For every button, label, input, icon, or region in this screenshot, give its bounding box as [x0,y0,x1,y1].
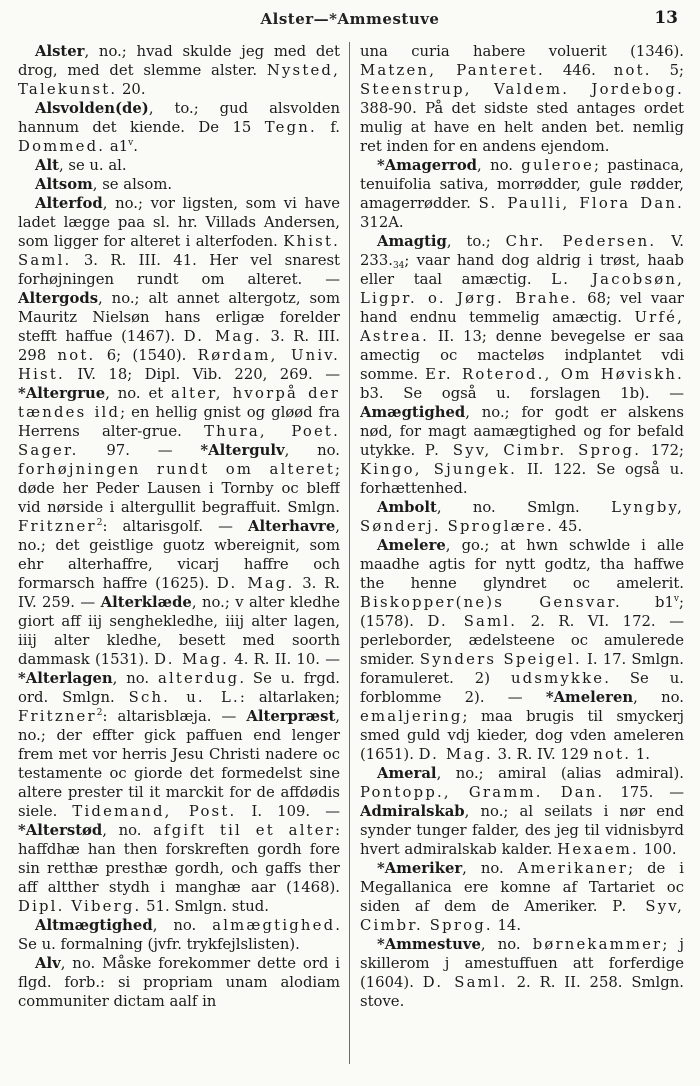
entry-text: Biskopper(ne)s Gensvar. [360,594,622,611]
entry-text: P. Syv, Cimbr. Sprog. [360,898,684,934]
entry-text: guleroe [521,157,594,174]
entry-altmaegtighed [18,916,340,954]
entry-text: , no.; for godt er alskens nød, for magt aamægtighed og for befald utykke. [360,404,684,459]
entry-text: . Se u. frgd. ord. Smlgn. [18,670,340,706]
entry-text: 388-90. På det sidste sted antages ordet mulig at have en helt anden bet. nemlig ret inden for en andens ejendom. [360,100,684,155]
entry-text: Dipl. Viberg. [18,898,142,915]
entry-ameral-group [360,764,684,859]
entry-text: Pontopp., Gramm. Dan. [360,784,605,801]
entry-text: D. Mag. [418,746,493,763]
page-number: 13 [654,8,678,28]
entry-amagtig-group [360,232,684,498]
headword: Alterfod [35,195,103,212]
entry-text: , no. et [105,385,172,402]
entry-alv [18,954,340,1011]
headword: Alterpræst [246,708,336,725]
entry-text: 3. R. III. 41. Her vel snarest forhøjningen rundt om alteret. — [18,252,340,288]
entry-text: 5; [651,62,684,79]
entry-ameriker [360,859,684,935]
entry-amagerrod [360,156,684,232]
entry-text: 2 [96,708,103,719]
entry-text: , no. [112,670,158,687]
entry-text: D. Saml. [422,974,508,991]
entry-text: Rørdam, Univ. Hist. [18,347,340,383]
entry-text: , no. [633,689,684,706]
entry-amelere-group [360,536,684,764]
entry-text: II. 13; denne bevegelse er saa amectig oc macteløs indplantet vdi somme. [360,328,684,383]
headword: Amægtighed [360,404,466,421]
entry-text: Kingo, Sjungek. [360,461,518,478]
entry-text: alterdug [157,670,240,687]
entry-text: , no.; det geistlige guotz wbereignit, som ehr alterhaffre, vicarj haffre och formarsch haffre (1625). [18,518,340,592]
entry-text: D. Saml. [427,613,518,630]
entry-text: v [673,594,679,605]
entry-text: , no. [462,860,518,877]
entry-text: 172; [641,442,684,459]
entry-text: 3. R. III. 298 [18,328,340,364]
entry-text: , no.; alt annet altergotz, som Mauritz Nielsøn hans erligæ forelder stefft haffue (1467). [18,290,340,345]
entry-text: L. Jacobsøn, Ligpr. o. Jørg. Brahe. [360,271,684,307]
entry-text: Sch. u. L. [128,689,240,706]
entry-text: 312A. [360,214,404,231]
entry-text: udsmykke [510,670,605,687]
headword: Alterklæde [100,594,192,611]
entry-text: Steenstrup, Valdem. Jordebog. [360,81,684,98]
entry-text: Matzen, Panteret. [360,62,545,79]
entry-text: . [133,138,138,155]
entry-text: v [128,138,134,149]
headword: Altmægtighed [35,917,153,934]
entry-text: , no. [480,936,533,953]
entry-text: IV. 18; Dipl. Vib. 220, 269. — [64,366,340,383]
entry-alt [18,156,340,175]
headword: Altsom [35,176,93,193]
entry-text: 97. — [78,442,201,459]
entry-text: Hexaem. [557,841,639,858]
entry-text: almægtighed [212,917,336,934]
entry-text: ; maa brugis til smyckerj smed guld vdj kieder, dog vden ameleren (1651). [360,708,684,763]
entry-text: Synders Speigel. [419,651,582,668]
entry-text: 4. R. II. 10. — [229,651,340,668]
headword: *Ameriker [377,860,463,877]
entry-text: 20. [117,81,146,98]
entry-text: , no. Smlgn. [436,499,612,516]
entry-text: not. [57,347,96,364]
entry-text: , no. Måske forekommer dette ord i flgd. forb.: si propriam unam alodiam communiter dictam aalf in [18,955,340,1010]
entry-alster [18,42,340,99]
entry-text: 2. R. II. 258. Smlgn. stove. [360,974,684,1010]
entry-text: ; (1578). [360,594,684,630]
entry-text: 51. Smlgn. stud. [141,898,269,915]
entry-text: Nysted, Talekunst. [18,62,340,98]
entry-text: forhøjningen rundt om alteret [18,461,335,478]
entry-text: 175. — [604,784,684,801]
entry-text: . Se u. forblomme 2). — [360,670,684,706]
headword: Alsvolden(de) [35,100,149,117]
entry-text: f. [316,119,340,136]
entry-text: Fritzner [18,708,97,725]
entry-text: P. Syv, Cimbr. Sprog. [424,442,642,459]
headword: *Alterstød [18,822,103,839]
entry-text: 68; vel vaar hand endnu temmelig amæctig. [360,290,684,326]
entry-altsom [18,175,340,194]
entry-text: emaljering [360,708,463,725]
headword: Alt [35,157,59,174]
entry-text: : altarlaken; [239,689,340,706]
entry-text: Tidemand, Post. [72,803,237,820]
entry-text: Tegn. [264,119,317,136]
entry-text: : haffdhæ han then forskreften gordh fore sin retthæ presthæ gordh, och gaffs ther aff altther stydh i manghæ aar (1468). [18,822,340,896]
entry-text: , no.; hvad skulde jeg med det drog, med det slemme alster. [18,43,340,79]
entry-text: ; døde her Peder Lausen i Tornby oc bleff vid nørside i altergullit begraffuit. Smlgn. [18,461,340,516]
entry-text: Thura, Poet. Sager. [18,423,340,459]
entry-alsvolden [18,99,340,156]
entry-text: Amerikaner [517,860,629,877]
entry-text: , to.; gud alsvolden hannum det kiende. De 15 [18,100,340,136]
headword: Alster [35,43,85,60]
entry-text: , no. [477,157,522,174]
entry-text: 2. R. VI. 172. — perleborder, ædelsteene oc amulerede smider. [360,613,684,668]
entry-text: Er. Roterod., Om Høviskh. [425,366,684,383]
headword: *Amagerrod [377,157,478,174]
right-column [360,42,684,1076]
entry-text: ; j skillerom j amestuffuen att forferdige (1604). [360,936,684,991]
entry-text: Khist. Saml. [18,233,340,269]
entry-text: Urfé, Astrea. [360,309,684,345]
entry-text: . Se u. formalning (jvfr. trykfejlslisten). [18,917,340,953]
entry-text: b1 [621,594,674,611]
entry-text: 100. [638,841,677,858]
entry-text: not. [593,746,632,763]
entry-text: Chr. Pedersen. [505,233,657,250]
entry-text: , no.; vor ligsten, som vi have ladet lægge paa sl. hr. Villads Andersen, som ligger for alteret i alterfoden. [18,195,340,250]
entry-text: , to.; [446,233,506,250]
entry-text: , se u. al. [58,157,127,174]
headword: Ameral [377,765,437,782]
entry-text: 6; (1540). [95,347,198,364]
headword: Alv [35,955,61,972]
entry-text: : altarisgolf. — [102,518,248,535]
headword: Amelere [377,537,446,554]
headword: *Altergrue [18,385,106,402]
entry-text: S. Paulli, Flora Dan. [478,195,684,212]
entry-text: , go.; at hwn schwlde i alle maadhe agtis for nytt godtz, tha haffwe the henne glyndret oc amelerit. [360,537,684,592]
headword: *Ameleren [545,689,634,706]
entry-text: 2 [96,518,103,529]
entry-alterfod-group [18,194,340,916]
entry-alv-continuation [360,42,684,156]
entry-text: , no.; v alter kledhe giort aff iij senghekledhe, iiij alter lagen, iiij alter kledhe, besett med soorth dammask (1531). [18,594,340,668]
entry-ammestuve [360,935,684,1011]
headword: Altergods [18,290,99,307]
entry-text: D. Mag. [183,328,262,345]
entry-text: , no. [152,917,213,934]
column-divider [349,42,350,1064]
headword: Amagtig [377,233,447,250]
left-column [18,42,340,1076]
entry-text: II. 122. Se også u. forhættenhed. [360,461,684,497]
entry-text: , no.; amiral (alias admiral). [436,765,684,782]
entry-text: , se alsom. [92,176,173,193]
headword: Admiralskab [360,803,465,820]
entry-text: ; vaar hand dog aldrig i trøst, haab eller taal amæctig. [360,252,684,288]
entry-text: , no. [284,442,340,459]
entry-text: 3. R. IV. 259. — [18,575,340,611]
entry-text: Dommed. [18,138,106,155]
entry-text: ; en hellig gnist og gløød fra Herrens alter-grue. [18,404,340,440]
running-head: Alster—*Ammestuve [260,10,440,28]
entry-text: børnekammer [532,936,663,953]
entry-text: V. 233. [360,233,684,269]
entry-text: 34 [392,261,405,271]
entry-text: 14. [492,917,522,934]
entry-text: , no. [102,822,154,839]
entry-text: D. Mag. [154,651,230,668]
entry-text: 3. R. IV. 129 [492,746,594,763]
entry-text: 446. [544,62,614,79]
entry-text: a1 [105,138,129,155]
entry-text: , no.; der effter gick paffuen end lenger frem met vor herris Jesu Christi nadere oc testamente oc giorde det formedelst sine altere prester til it marckit for de affdødis siele. [18,708,340,820]
entry-text: alter, hvorpå der tændes ild [18,385,340,421]
entry-ambolt [360,498,684,536]
entry-text: afgift til et alter [153,822,336,839]
entry-text: : altarisblæja. — [102,708,247,725]
entry-text: 1. [631,746,651,763]
entry-text: , no.; al seilats i nør end synder tunger falder, des jeg til vidnisbyrd hvert admiralskab kalder. [360,803,684,858]
entry-text: b3. Se også u. forslagen 1b). — [360,385,684,402]
headword: *Altergulv [200,442,285,459]
headword: *Alterlagen [18,670,113,687]
entry-text: D. Mag. [216,575,295,592]
entry-text: ; de i Megallanica ere komne af Tartariet oc siden af dem de Ameriker. [360,860,684,915]
entry-text: I. 17. Smlgn. foramuleret. 2) [360,651,684,687]
headword: *Ammestuve [377,936,481,953]
headword: Ambolt [377,499,437,516]
headword: Alterhavre [247,518,336,535]
entry-text: una curia habere voluerit (1346). [360,43,684,60]
entry-text: Fritzner [18,518,97,535]
entry-text: Lyngby, Sønderj. Sproglære. [360,499,684,535]
entry-text: 45. [553,518,583,535]
entry-text: I. 109. — [236,803,340,820]
entry-text: ; pastinaca, tenuifolia sativa, morrødder, gule rødder, amagerrødder. [360,157,684,212]
entry-text: not. [613,62,652,79]
